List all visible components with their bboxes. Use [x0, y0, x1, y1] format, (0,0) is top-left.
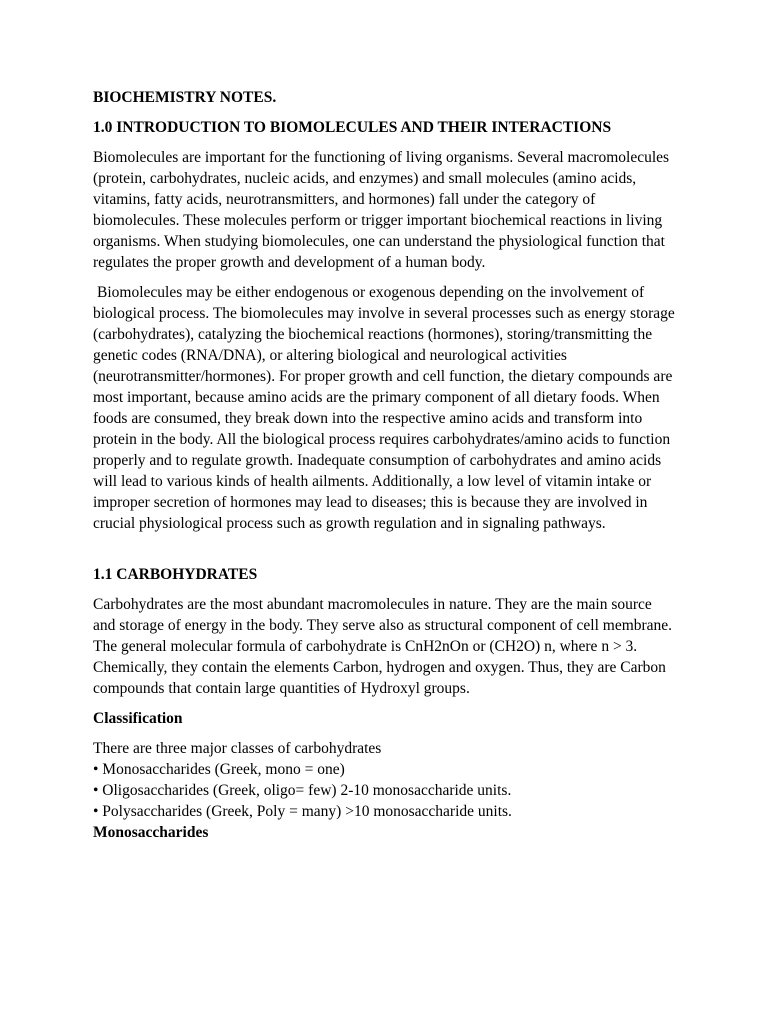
- list-item: • Monosaccharides (Greek, mono = one): [93, 761, 345, 778]
- document-body: [93, 87, 678, 843]
- document-title: BIOCHEMISTRY NOTES.: [93, 89, 277, 106]
- classes-intro: There are three major classes of carbohydrates: [93, 740, 382, 757]
- paragraph-biomolecules-processes: Biomolecules may be either endogenous or exogenous depending on the involvement of biological process. The biomolecules may involve in several processes such as energy storage (carbohydrates), catalyzing the biochemical reactions (hormones), storing/transmitting the genetic codes (RNA/DNA), or altering biological and neurological activities (neurotransmitter/hormones). For proper growth and cell function, the dietary compounds are most important, because amino acids are the primary component of all dietary foods. When foods are consumed, they break down into the respective amino acids and transform into protein in the body. All the biological process requires carbohydrates/amino acids to function properly and to regulate growth. Inadequate consumption of carbohydrates and amino acids will lead to various kinds of health ailments. Additionally, a low level of vitamin intake or improper secretion of hormones may lead to diseases; this is because they are involved in crucial physiological process such as growth regulation and in signaling pathways.: [93, 284, 675, 532]
- section-heading-carbohydrates: 1.1 CARBOHYDRATES: [93, 566, 258, 583]
- subheading-classification: Classification: [93, 710, 183, 727]
- list-item: • Oligosaccharides (Greek, oligo= few) 2-10 monosaccharide units.: [93, 782, 512, 799]
- section-heading-introduction: 1.0 INTRODUCTION TO BIOMOLECULES AND THEIR INTERACTIONS: [93, 119, 612, 136]
- subheading-monosaccharides: Monosaccharides: [93, 824, 209, 841]
- paragraph-carbohydrates: Carbohydrates are the most abundant macromolecules in nature. They are the main source and storage of energy in the body. They serve also as structural component of cell membrane. The general molecular formula of carbohydrate is CnH2nOn or (CH2O) n, where n > 3. Chemically, they contain the elements Carbon, hydrogen and oxygen. Thus, they are Carbon compounds that contain large quantities of Hydroxyl groups.: [93, 596, 673, 697]
- paragraph-biomolecules-intro: Biomolecules are important for the functioning of living organisms. Several macromolecules (protein, carbohydrates, nucleic acids, and enzymes) and small molecules (amino acids, vitamins, fatty acids, neurotransmitters, and hormones) fall under the category of biomolecules. These molecules perform or trigger important biochemical reactions in living organisms. When studying biomolecules, one can understand the physiological function that regulates the proper growth and development of a human body.: [93, 149, 670, 271]
- list-item: • Polysaccharides (Greek, Poly = many) >10 monosaccharide units.: [93, 803, 512, 820]
